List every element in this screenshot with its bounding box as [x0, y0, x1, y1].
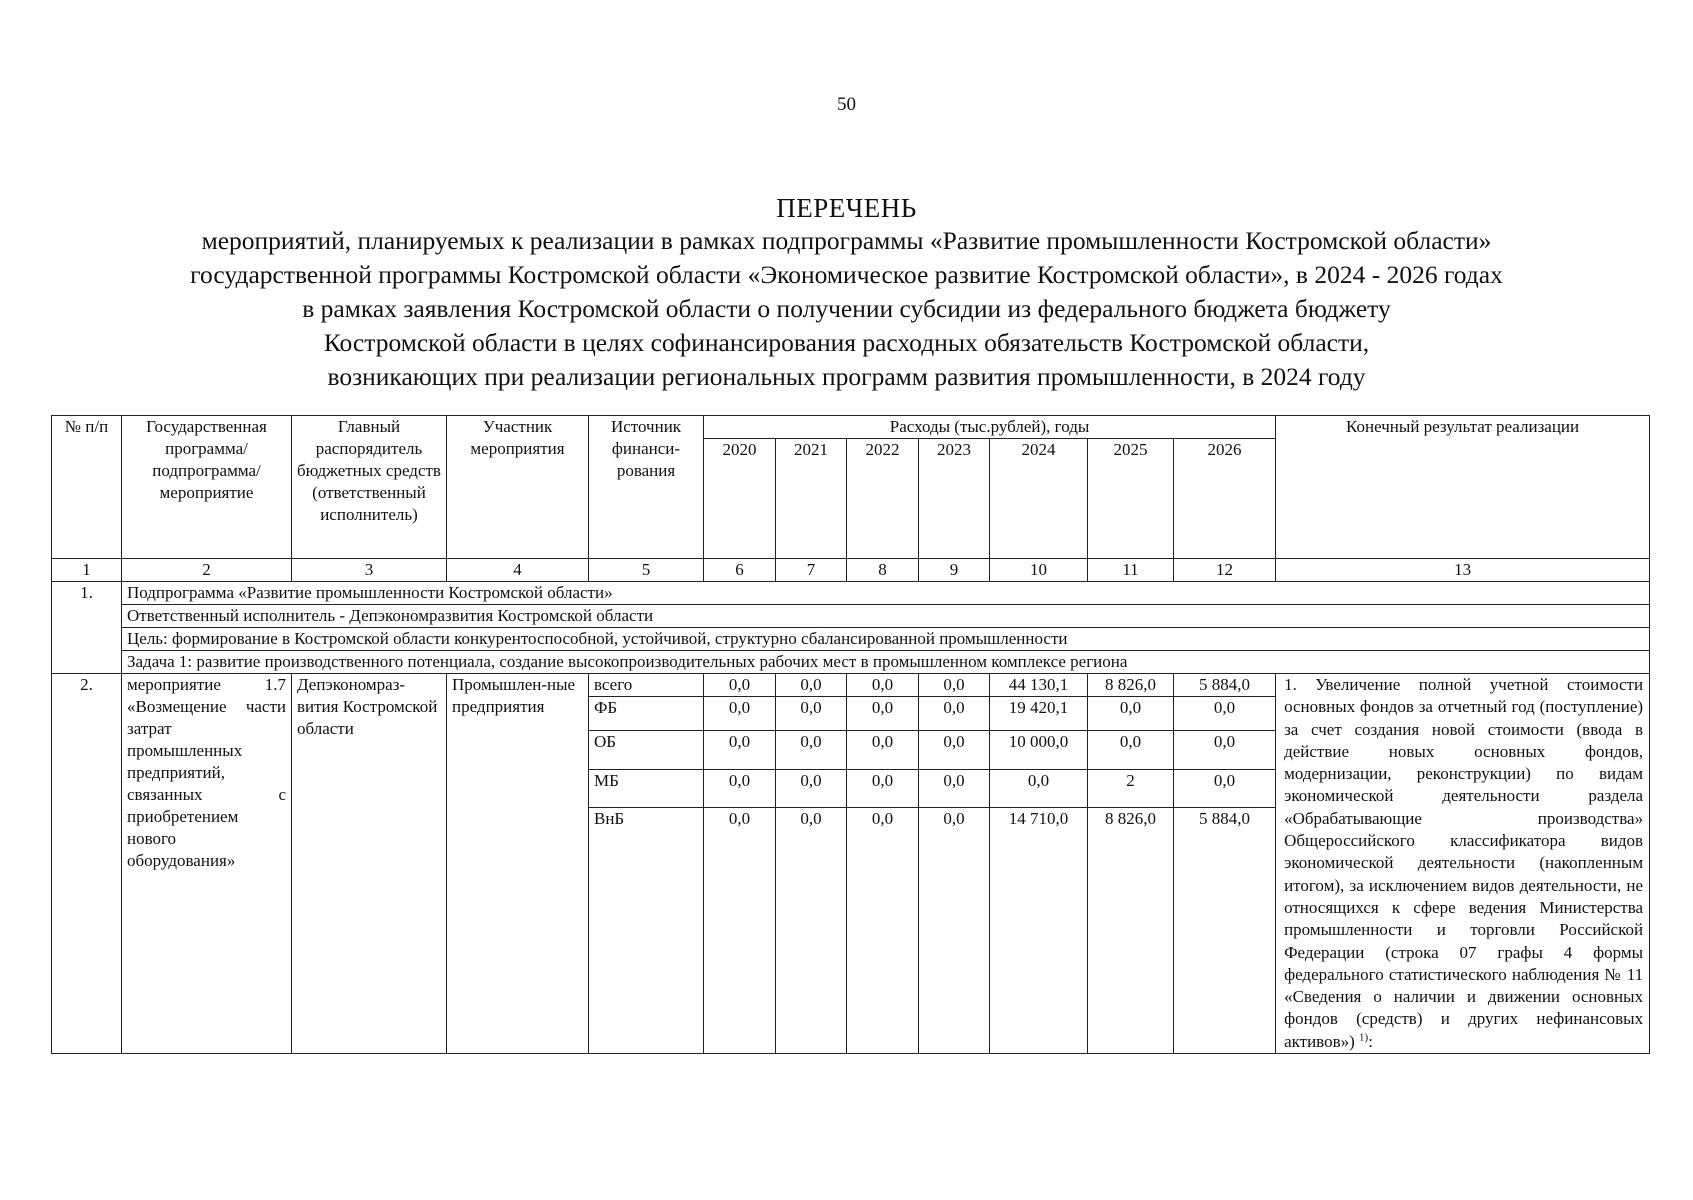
column-number: 8	[847, 559, 919, 582]
header-administrator: Главный распорядитель бюджетных средств (ответственный исполнитель)	[292, 416, 447, 559]
funding-value: 0,0	[1174, 770, 1276, 808]
title-line: в рамках заявления Костромской области о получении субсидии из федерального бюджета бюджету	[302, 294, 1391, 323]
column-number: 13	[1276, 559, 1650, 582]
funding-value: 0,0	[1174, 697, 1276, 731]
column-number: 2	[122, 559, 292, 582]
header-year: 2024	[990, 439, 1088, 559]
column-numbers-row	[52, 559, 1650, 582]
empty-cell	[847, 830, 919, 1054]
funding-value: 0,0	[1088, 697, 1174, 731]
empty-cell	[1174, 830, 1276, 1054]
funding-source: МБ	[589, 770, 704, 808]
funding-value: 0,0	[776, 731, 847, 770]
funding-value: 0,0	[919, 731, 990, 770]
empty-cell	[704, 830, 776, 1054]
column-number: 6	[704, 559, 776, 582]
funding-value: 0,0	[1088, 731, 1174, 770]
header-program: Государственная программа/ подпрограмма/ мероприятие	[122, 416, 292, 559]
funding-value: 0,0	[1174, 731, 1276, 770]
column-number: 9	[919, 559, 990, 582]
header-year: 2021	[776, 439, 847, 559]
funding-value: 0,0	[990, 770, 1088, 808]
funding-value: 0,0	[919, 674, 990, 697]
funding-source: ОБ	[589, 731, 704, 770]
header-result: Конечный результат реализации	[1276, 416, 1650, 559]
funding-value: 0,0	[704, 674, 776, 697]
funding-value: 0,0	[776, 697, 847, 731]
header-year: 2025	[1088, 439, 1174, 559]
executor-row	[52, 605, 1650, 628]
funding-source: ВнБ	[589, 808, 704, 831]
funding-value: 5 884,0	[1174, 674, 1276, 697]
funding-value: 0,0	[919, 770, 990, 808]
responsible-executor: Ответственный исполнитель - Депэкономразвития Костромской области	[122, 605, 1650, 628]
goal-row	[52, 628, 1650, 651]
funding-value: 0,0	[847, 770, 919, 808]
title-line: мероприятий, планируемых к реализации в рамках подпрограммы «Развитие промышленности Костромской области»	[201, 226, 1492, 255]
subprogram-title: Подпрограмма «Развитие промышленности Костромской области»	[122, 582, 1650, 605]
funding-value: 8 826,0	[1088, 674, 1174, 697]
empty-cell	[776, 830, 847, 1054]
funding-value: 0,0	[847, 808, 919, 831]
task-text: Задача 1: развитие производственного потенциала, создание высокопроизводительных рабочих мест в промышленном комплексе региона	[122, 651, 1650, 674]
funding-value: 0,0	[776, 770, 847, 808]
header-year: 2022	[847, 439, 919, 559]
funding-value: 14 710,0	[990, 808, 1088, 831]
funding-value: 44 130,1	[990, 674, 1088, 697]
column-number: 12	[1174, 559, 1276, 582]
activity-administrator: Депэкономраз-вития Костромской области	[292, 674, 447, 1054]
activity-number: 2.	[52, 674, 122, 1054]
activities-table	[51, 415, 1650, 1054]
task-row	[52, 651, 1650, 674]
funding-value: 0,0	[847, 674, 919, 697]
result-footnote: 1)	[1359, 1031, 1369, 1044]
document-title	[0, 192, 1693, 394]
title-line: государственной программы Костромской области «Экономическое развитие Костромской области», в 2024 - 2026 годах	[190, 260, 1503, 289]
funding-value: 0,0	[919, 697, 990, 731]
funding-source: всего	[589, 674, 704, 697]
funding-value: 0,0	[847, 731, 919, 770]
header-year: 2026	[1174, 439, 1276, 559]
empty-cell	[919, 830, 990, 1054]
empty-cell	[1088, 830, 1174, 1054]
funding-value: 0,0	[919, 808, 990, 831]
funding-value: 0,0	[847, 697, 919, 731]
page-number: 50	[837, 94, 856, 115]
funding-value: 19 420,1	[990, 697, 1088, 731]
header-year: 2023	[919, 439, 990, 559]
result-end: :	[1368, 1031, 1373, 1051]
funding-value: 2	[1088, 770, 1174, 808]
funding-value: 8 826,0	[1088, 808, 1174, 831]
empty-cell	[990, 830, 1088, 1054]
column-number: 4	[447, 559, 589, 582]
funding-value: 10 000,0	[990, 731, 1088, 770]
funding-row	[52, 674, 1650, 697]
column-number: 1	[52, 559, 122, 582]
activity-name: мероприятие 1.7 «Возмещение части затрат промышленных предприятий, связанных с приобретением нового оборудования»	[122, 674, 292, 1054]
goal-text: Цель: формирование в Костромской области конкурентоспособной, устойчивой, структурно сбалансированной промышленности	[122, 628, 1650, 651]
header-year: 2020	[704, 439, 776, 559]
funding-value: 0,0	[776, 674, 847, 697]
title-line: возникающих при реализации региональных программ развития промышленности, в 2024 году	[327, 362, 1366, 391]
title-line: Костромской области в целях софинансирования расходных обязательств Костромской области,	[323, 328, 1370, 357]
funding-value: 0,0	[704, 808, 776, 831]
column-number: 5	[589, 559, 704, 582]
funding-value: 5 884,0	[1174, 808, 1276, 831]
section-number: 1.	[52, 582, 122, 674]
column-number: 3	[292, 559, 447, 582]
funding-value: 0,0	[776, 808, 847, 831]
column-number: 7	[776, 559, 847, 582]
header-row	[52, 416, 1650, 439]
column-number: 11	[1088, 559, 1174, 582]
header-expenses: Расходы (тыс.рублей), годы	[704, 416, 1276, 439]
funding-value: 0,0	[704, 697, 776, 731]
header-no: № п/п	[52, 416, 122, 559]
title-heading: ПЕРЕЧЕНЬ	[776, 193, 917, 223]
header-source: Источник финанси-рования	[589, 416, 704, 559]
activity-result	[1276, 674, 1650, 1054]
funding-value: 0,0	[704, 770, 776, 808]
column-number: 10	[990, 559, 1088, 582]
subprogram-row	[52, 582, 1650, 605]
funding-source: ФБ	[589, 697, 704, 731]
result-text: 1. Увеличение полной учетной стоимости основных фондов за отчетный год (поступление) за счет создания новой стоимости (ввода в действие новых основных фондов, модернизации, реконструкции) по видам экономической деятельности раздела «Обрабатывающие производства» Общероссийского классификатора видов экономической деятельности (накопленным итогом), за исключением видов деятельности, не относящихся к сфере ведения Министерства промышленности и торговли Российской Федерации (строка 07 графы 4 формы федерального статистического наблюдения № 11 «Сведения о наличии и движении основных фондов (средств) и других нефинансовых активов»)	[1284, 675, 1644, 1051]
empty-cell	[589, 830, 704, 1054]
funding-value: 0,0	[704, 731, 776, 770]
header-participant: Участник мероприятия	[447, 416, 589, 559]
activity-participant: Промышлен-ные предприятия	[447, 674, 589, 1054]
